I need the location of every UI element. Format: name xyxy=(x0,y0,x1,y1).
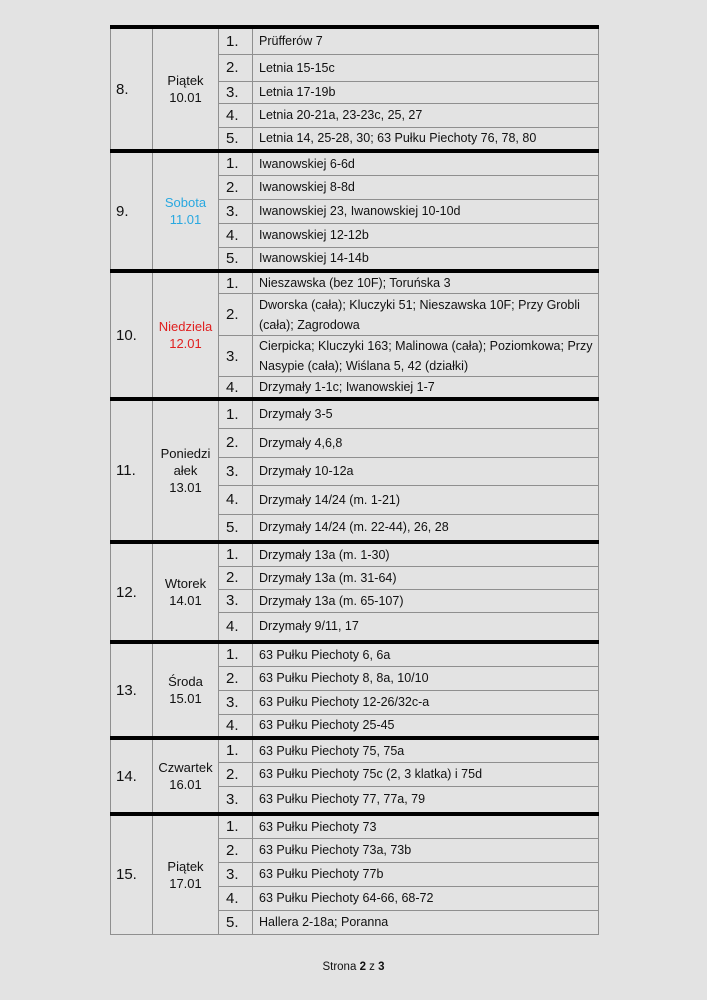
entry-number: 2. xyxy=(219,566,253,589)
footer-page-number: 2 xyxy=(359,961,366,973)
entry-address: Drzymały 9/11, 17 xyxy=(253,612,599,642)
entry-address: 63 Pułku Piechoty 6, 6a xyxy=(253,642,599,666)
entry-number: 5. xyxy=(219,910,253,934)
entry-number: 1. xyxy=(219,27,253,54)
day-date: 12.01 xyxy=(169,336,202,351)
entry-number: 3. xyxy=(219,81,253,103)
day-name: Środa xyxy=(168,674,203,689)
entry-number: 5. xyxy=(219,127,253,151)
entry-address: 63 Pułku Piechoty 12-26/32c-a xyxy=(253,690,599,714)
schedule-day-group xyxy=(111,738,599,814)
day-name: Piątek xyxy=(167,73,204,88)
entry-number: 3. xyxy=(219,589,253,612)
day-cell xyxy=(153,738,219,814)
page-footer xyxy=(0,961,707,973)
schedule-row xyxy=(111,151,599,175)
day-date: 11.01 xyxy=(169,212,202,227)
entry-number: 4. xyxy=(219,714,253,738)
entry-address: 63 Pułku Piechoty 25-45 xyxy=(253,714,599,738)
entry-number: 4. xyxy=(219,103,253,127)
footer-separator: z xyxy=(369,961,375,973)
entry-address: 63 Pułku Piechoty 77, 77a, 79 xyxy=(253,786,599,814)
day-name: Wtorek xyxy=(164,576,207,591)
entry-number: 3. xyxy=(219,786,253,814)
entry-address: Iwanowskiej 8-8d xyxy=(253,175,599,199)
entry-address: Drzymały 3-5 xyxy=(253,399,599,428)
entry-number: 2. xyxy=(219,175,253,199)
schedule-day-group xyxy=(111,642,599,738)
entry-address: 63 Pułku Piechoty 75c (2, 3 klatka) i 75d xyxy=(253,762,599,786)
entry-address: Drzymały 14/24 (m. 1-21) xyxy=(253,485,599,514)
entry-number: 1. xyxy=(219,271,253,294)
entry-number: 1. xyxy=(219,151,253,175)
entry-number: 2. xyxy=(219,838,253,862)
entry-number: 2. xyxy=(219,666,253,690)
entry-address: Drzymały 4,6,8 xyxy=(253,428,599,457)
entry-address: 63 Pułku Piechoty 75, 75a xyxy=(253,738,599,762)
day-ordinal: 15. xyxy=(111,814,153,934)
day-date: 13.01 xyxy=(169,480,202,495)
entry-number: 3. xyxy=(219,862,253,886)
schedule-row xyxy=(111,399,599,428)
schedule-day-group xyxy=(111,271,599,399)
schedule-row xyxy=(111,738,599,762)
entry-number: 2. xyxy=(219,54,253,81)
day-date: 16.01 xyxy=(169,777,202,792)
footer-total-pages: 3 xyxy=(378,961,385,973)
day-name: Poniedzi ałek xyxy=(160,446,211,478)
schedule-row xyxy=(111,27,599,54)
entry-address: Letnia 20-21a, 23-23c, 25, 27 xyxy=(253,103,599,127)
day-ordinal: 11. xyxy=(111,399,153,542)
entry-address: Letnia 17-19b xyxy=(253,81,599,103)
entry-number: 5. xyxy=(219,514,253,542)
schedule-day-group xyxy=(111,399,599,542)
entry-number: 1. xyxy=(219,814,253,838)
entry-address: Letnia 15-15c xyxy=(253,54,599,81)
entry-number: 2. xyxy=(219,294,253,336)
day-cell xyxy=(153,271,219,399)
entry-number: 1. xyxy=(219,542,253,566)
entry-address: 63 Pułku Piechoty 8, 8a, 10/10 xyxy=(253,666,599,690)
entry-address: Prüfferów 7 xyxy=(253,27,599,54)
schedule-day-group xyxy=(111,27,599,151)
day-name: Piątek xyxy=(167,858,204,874)
entry-number: 5. xyxy=(219,247,253,271)
schedule-sheet xyxy=(110,25,598,935)
day-name: Czwartek xyxy=(158,760,213,775)
entry-number: 1. xyxy=(219,399,253,428)
entry-address: Drzymały 1-1c; Iwanowskiej 1-7 xyxy=(253,377,599,400)
footer-prefix: Strona xyxy=(322,961,357,973)
day-name: Niedziela xyxy=(158,319,213,334)
entry-number: 3. xyxy=(219,457,253,485)
entry-address: Drzymały 13a (m. 31-64) xyxy=(253,566,599,589)
schedule-table xyxy=(110,25,599,935)
entry-address: Letnia 14, 25-28, 30; 63 Pułku Piechoty 76, 78, 80 xyxy=(253,127,599,151)
day-name: Sobota xyxy=(164,195,207,210)
entry-number: 4. xyxy=(219,612,253,642)
day-date: 14.01 xyxy=(169,593,202,608)
entry-number: 4. xyxy=(219,485,253,514)
entry-address: Iwanowskiej 23, Iwanowskiej 10-10d xyxy=(253,199,599,223)
entry-number: 2. xyxy=(219,428,253,457)
day-ordinal: 14. xyxy=(111,738,153,814)
day-cell xyxy=(153,27,219,151)
day-date: 15.01 xyxy=(169,691,202,706)
entry-number: 2. xyxy=(219,762,253,786)
entry-address: Iwanowskiej 6-6d xyxy=(253,151,599,175)
day-date: 10.01 xyxy=(169,90,202,105)
entry-address: Drzymały 10-12a xyxy=(253,457,599,485)
day-cell xyxy=(153,642,219,738)
day-ordinal: 10. xyxy=(111,271,153,399)
schedule-day-group xyxy=(111,814,599,934)
schedule-row xyxy=(111,271,599,294)
entry-address: Drzymały 14/24 (m. 22-44), 26, 28 xyxy=(253,514,599,542)
day-cell xyxy=(153,151,219,271)
schedule-day-group xyxy=(111,151,599,271)
entry-number: 4. xyxy=(219,377,253,400)
entry-number: 3. xyxy=(219,199,253,223)
entry-number: 3. xyxy=(219,336,253,377)
day-ordinal: 13. xyxy=(111,642,153,738)
entry-address: Cierpicka; Kluczyki 163; Malinowa (cała); Poziomkowa; Przy Nasypie (cała); Wiślana 5, 42 (działki) xyxy=(253,336,599,377)
entry-address: 63 Pułku Piechoty 64-66, 68-72 xyxy=(253,886,599,910)
entry-number: 4. xyxy=(219,223,253,247)
schedule-row xyxy=(111,814,599,838)
entry-address: Iwanowskiej 12-12b xyxy=(253,223,599,247)
entry-address: Drzymały 13a (m. 65-107) xyxy=(253,589,599,612)
day-cell xyxy=(153,399,219,542)
entry-number: 4. xyxy=(219,886,253,910)
entry-number: 1. xyxy=(219,642,253,666)
day-cell xyxy=(153,814,219,934)
day-ordinal: 12. xyxy=(111,542,153,642)
entry-address: Nieszawska (bez 10F); Toruńska 3 xyxy=(253,271,599,294)
entry-address: 63 Pułku Piechoty 73 xyxy=(253,814,599,838)
entry-address: Drzymały 13a (m. 1-30) xyxy=(253,542,599,566)
entry-number: 1. xyxy=(219,738,253,762)
day-cell xyxy=(153,542,219,642)
day-ordinal: 8. xyxy=(111,27,153,151)
day-ordinal: 9. xyxy=(111,151,153,271)
schedule-day-group xyxy=(111,542,599,642)
entry-address: Dworska (cała); Kluczyki 51; Nieszawska 10F; Przy Grobli (cała); Zagrodowa xyxy=(253,294,599,336)
entry-address: 63 Pułku Piechoty 73a, 73b xyxy=(253,838,599,862)
schedule-row xyxy=(111,642,599,666)
schedule-row xyxy=(111,542,599,566)
entry-address: Hallera 2-18a; Poranna xyxy=(253,910,599,934)
entry-number: 3. xyxy=(219,690,253,714)
entry-address: Iwanowskiej 14-14b xyxy=(253,247,599,271)
day-date: 17.01 xyxy=(169,875,202,891)
entry-address: 63 Pułku Piechoty 77b xyxy=(253,862,599,886)
